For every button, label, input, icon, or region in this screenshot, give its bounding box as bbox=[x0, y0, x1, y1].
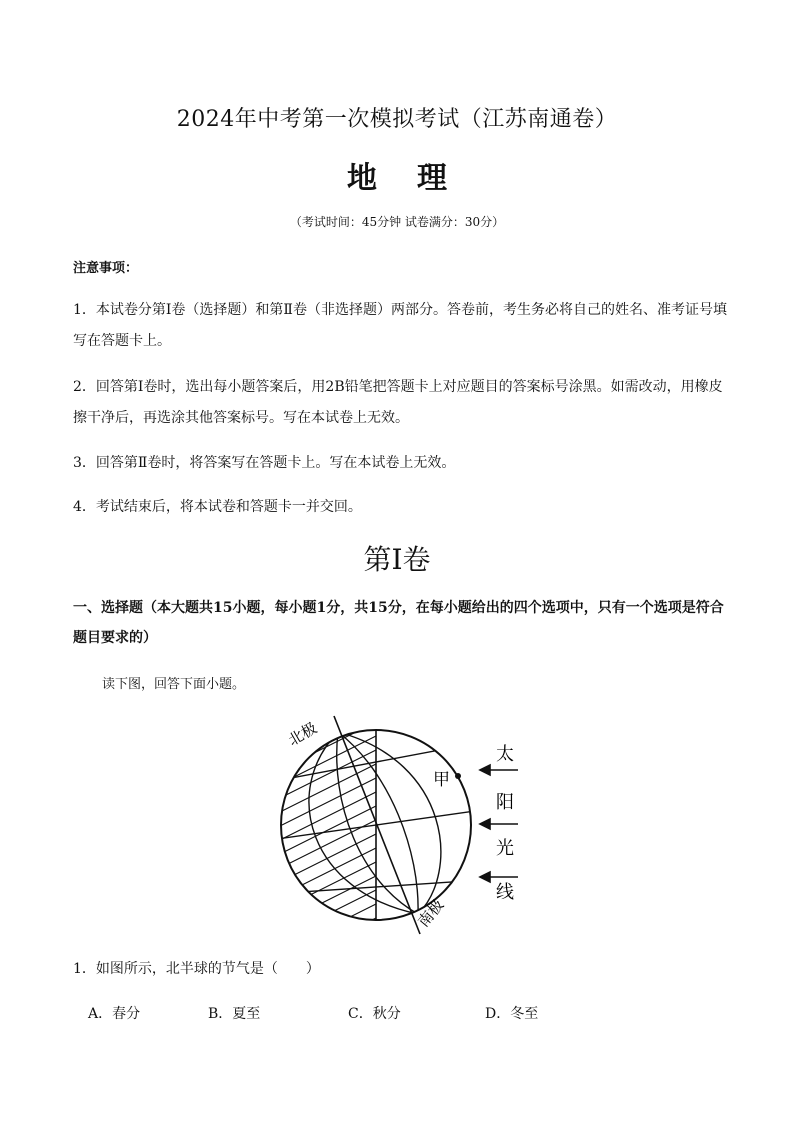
notice-item-4: 4．考试结束后，将本试卷和答题卡一并交回。 bbox=[73, 499, 362, 515]
sunlight-char-1: 太 bbox=[496, 744, 514, 765]
point-jia-marker bbox=[455, 773, 461, 779]
option-b[interactable]: B．夏至 bbox=[208, 1006, 261, 1022]
notice-item-3: 3．回答第Ⅱ卷时，将答案写在答题卡上。写在本试卷上无效。 bbox=[73, 455, 456, 471]
question-1-stem: 1．如图所示，北半球的节气是（ ） bbox=[73, 961, 320, 977]
exam-title: 2024年中考第一次模拟考试（江苏南通卷） bbox=[176, 107, 618, 132]
earth-axis bbox=[334, 716, 420, 934]
option-c[interactable]: C．秋分 bbox=[348, 1006, 401, 1022]
reading-prompt: 读下图，回答下面小题。 bbox=[102, 677, 246, 692]
volume-title: 第Ⅰ卷 bbox=[363, 543, 431, 576]
north-pole-label: 北极 bbox=[285, 718, 320, 750]
notice-item-1: 1．本试卷分第Ⅰ卷（选择题）和第Ⅱ卷（非选择题）两部分。答卷前，考生务必将自己的姓名、准考证号填写在答题卡上。 bbox=[73, 302, 727, 349]
option-a[interactable]: A．春分 bbox=[88, 1006, 141, 1022]
sunlight-char-2: 阳 bbox=[496, 792, 514, 813]
earth-illumination-figure bbox=[270, 712, 530, 942]
exam-info: （考试时间：45分钟 试卷满分：30分） bbox=[289, 215, 505, 229]
option-d[interactable]: D．冬至 bbox=[485, 1006, 539, 1022]
sunlight-arrows bbox=[480, 765, 518, 882]
notice-item-2: 2．回答第Ⅰ卷时，选出每小题答案后，用2B铅笔把答题卡上对应题目的答案标号涂黑。如需改动，用橡皮擦干净后，再选涂其他答案标号。写在本试卷上无效。 bbox=[73, 379, 723, 426]
south-pole-label: 南极 bbox=[414, 896, 448, 931]
section-heading: 一、选择题（本大题共15小题，每小题1分，共15分，在每小题给出的四个选项中，只有一个选项是符合题目要求的） bbox=[73, 600, 724, 646]
point-jia-label: 甲 bbox=[433, 770, 450, 790]
sunlight-char-3: 光 bbox=[496, 838, 514, 859]
sunlight-char-4: 线 bbox=[496, 882, 514, 903]
notice-heading: 注意事项： bbox=[73, 261, 139, 276]
subject-title: 地理 bbox=[347, 161, 487, 196]
